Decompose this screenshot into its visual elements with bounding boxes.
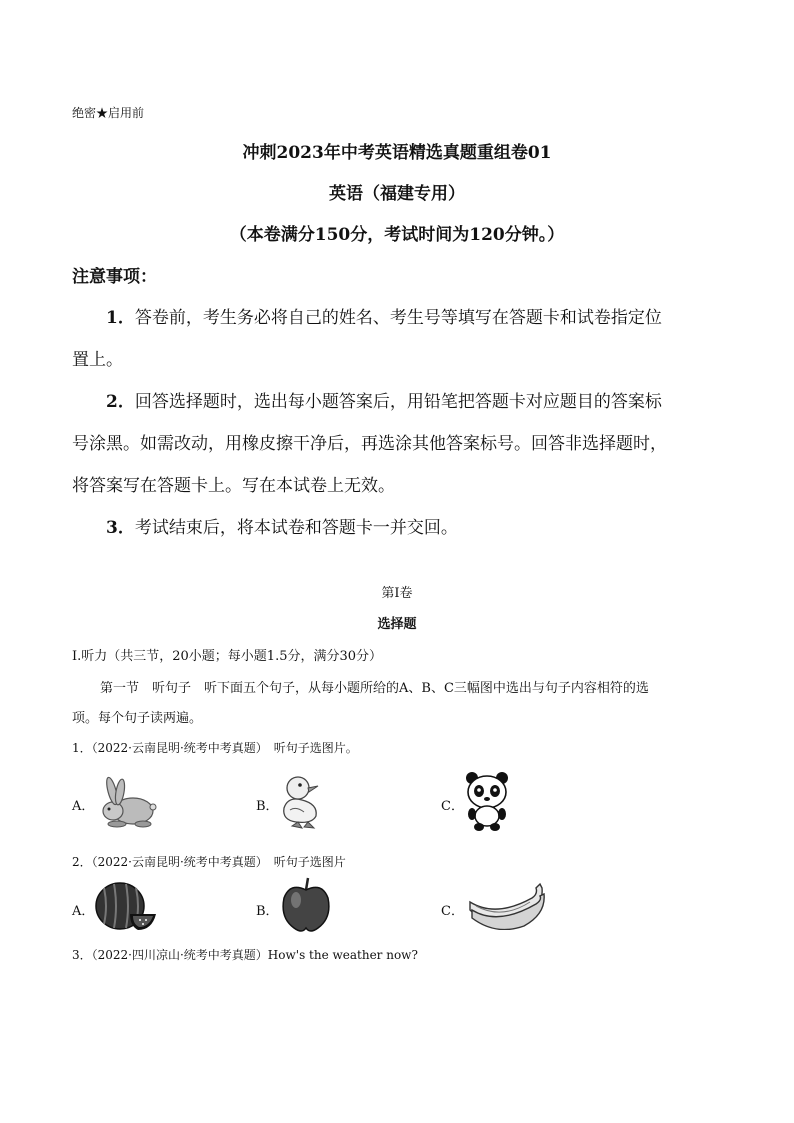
section-heading: 选择题 xyxy=(377,617,417,632)
q2-option-b-label: B． xyxy=(256,904,279,919)
watermelon-icon xyxy=(94,880,158,932)
q1-option-a-label: A． xyxy=(72,799,95,814)
question-1-stem: 1．（2022·云南昆明·统考中考真题） 听句子选图片。 xyxy=(72,741,358,755)
notice-item-2-line1: 2．回答选择题时，选出每小题答案后，用铅笔把答题卡对应题目的答案标 xyxy=(106,392,662,412)
notice-item-2-number: 2． xyxy=(106,392,135,412)
section-instruction-line1: 第一节 听句子 听下面五个句子，从每小题所给的A、B、C三幅图中选出与句子内容相符的选 xyxy=(100,681,649,696)
part-title: Ⅰ.听力（共三节，20小题；每小题1.5分，满分30分） xyxy=(72,649,383,664)
panda-icon xyxy=(463,770,511,832)
page-subtitle: 英语（福建专用） xyxy=(329,184,465,204)
volume-heading: 第Ⅰ卷 xyxy=(381,586,413,601)
notice-item-2-line2: 号涂黑。如需改动，用橡皮擦干净后，再选涂其他答案标号。回答非选择题时， xyxy=(72,434,667,454)
notice-item-1-line1: 1．答卷前，考生务必将自己的姓名、考生号等填写在答题卡和试卷指定位 xyxy=(106,308,662,328)
banana-icon xyxy=(466,880,546,930)
q2-option-c-label: C． xyxy=(441,904,464,919)
duck-icon xyxy=(278,772,324,832)
notice-heading: 注意事项： xyxy=(72,267,157,287)
notice-item-3-line1: 3．考试结束后，将本试卷和答题卡一并交回。 xyxy=(106,518,458,538)
question-3-stem: 3．（2022·四川凉山·统考中考真题）How's the weather now? xyxy=(72,948,418,962)
q1-option-b-label: B． xyxy=(256,799,279,814)
q2-option-a-label: A． xyxy=(72,904,95,919)
question-2-stem: 2．（2022·云南昆明·统考中考真题） 听句子选图片 xyxy=(72,855,346,869)
section-instruction-line2: 项。每个句子读两遍。 xyxy=(72,711,203,726)
notice-item-2-line3: 将答案写在答题卡上。写在本试卷上无效。 xyxy=(72,476,395,496)
exam-info: （本卷满分150分，考试时间为120分钟。） xyxy=(229,225,565,245)
notice-item-1-number: 1． xyxy=(106,308,135,328)
apple-icon xyxy=(280,876,332,934)
q1-option-c-label: C． xyxy=(441,799,464,814)
notice-item-1-line2: 置上。 xyxy=(72,350,123,370)
secret-label: 绝密★启用前 xyxy=(72,106,145,120)
page-title: 冲刺2023年中考英语精选真题重组卷01 xyxy=(242,143,552,163)
notice-item-3-number: 3． xyxy=(106,518,135,538)
rabbit-icon xyxy=(95,775,157,831)
